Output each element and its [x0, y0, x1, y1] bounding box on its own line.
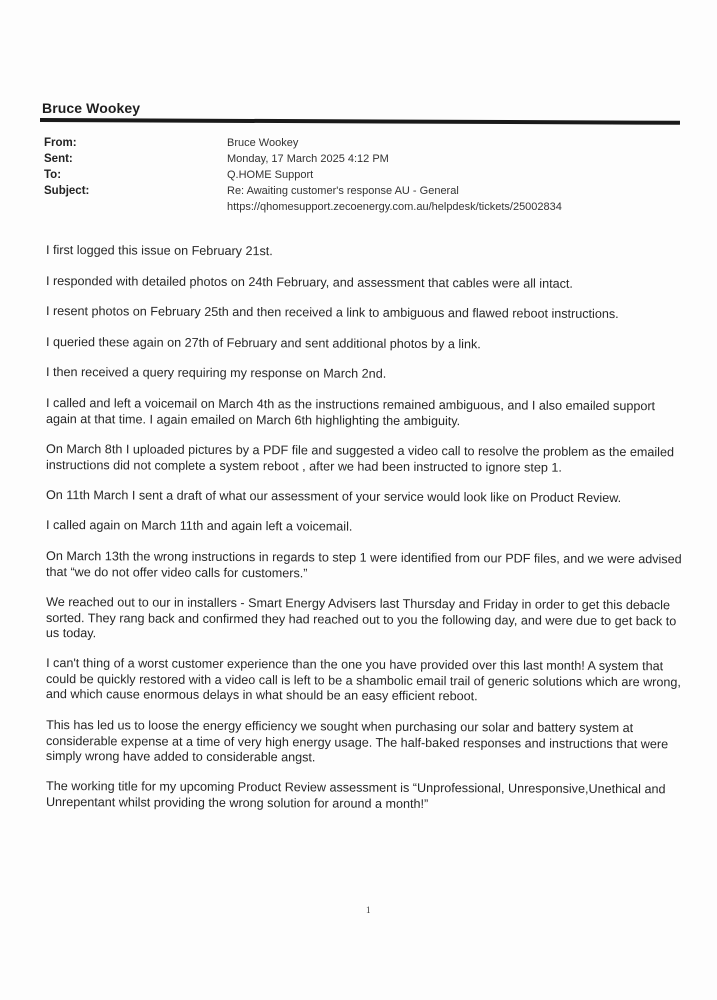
email-body [46, 243, 686, 825]
paragraph: On March 13th the wrong instructions in regards to step 1 were identified from our PDF files, and we were advised that “we do not offer video calls for customers.” [45, 548, 682, 580]
paragraph: The working title for my upcoming Product Review assessment is “Unprofessional, Unresponsive,Unethical and Unrepentant whilst providing the wrong solution for around a month!” [45, 779, 666, 811]
paragraph: This has led us to loose the energy efficiency we sought when purchasing our solar and battery system at considerable expense at a time of very high energy usage. The half-baked responses and instructions that were simply wrong have added to considerable angst. [45, 717, 669, 764]
sent-row [44, 151, 664, 167]
paragraph: We reached out to our in installers - Smart Energy Advisers last Thursday and Friday in order to get this debacle sorted. They rang back and confirmed they had reached out to you the following day, and were due to get back to us today. [45, 594, 677, 640]
sent-label: Sent: [44, 153, 73, 165]
subject-value: Re: Awaiting customer's response AU - General [227, 185, 459, 197]
from-row [44, 135, 664, 151]
subject-row [44, 183, 664, 199]
subject-url-row [44, 199, 664, 215]
email-metadata [44, 135, 664, 215]
paragraph: I called and left a voicemail on March 4th as the instructions remained ambiguous, and I also emailed support again at that time. I again emailed on March 6th highlighting the ambiguity. [45, 395, 656, 428]
sender-name-heading: Bruce Wookey [42, 100, 141, 116]
from-value: Bruce Wookey [227, 137, 299, 149]
subject-label: Subject: [44, 185, 90, 197]
to-label: To: [44, 169, 62, 181]
paragraph: I can't thing of a worst customer experience than the one you have provided over this last month! A system that could be quickly restored with a video call is left to be a shambolic email trail of generic solutions which are wrong, and which cause enormous delays in what should be an easy efficient reboot. [45, 656, 681, 704]
paragraph: On March 8th I uploaded pictures by a PDF file and suggested a video call to resolve the problem as the emailed instructions did not complete a system reboot , after we had been instructed to ignore step 1. [45, 441, 675, 474]
from-label: From: [44, 137, 77, 149]
header-divider [40, 118, 680, 125]
to-value: Q.HOME Support [227, 169, 314, 181]
sent-value: Monday, 17 March 2025 4:12 PM [227, 153, 389, 165]
paragraph: I responded with detailed photos on 24th February, and assessment that cables were all intact. [45, 273, 573, 291]
paragraph: I then received a query requiring my response on March 2nd. [45, 365, 387, 381]
paragraph: On 11th March I sent a draft of what our assessment of your service would look like on Product Review. [45, 487, 622, 505]
paragraph: I called again on March 11th and again left a voicemail. [45, 518, 353, 534]
page-number: 1 [366, 905, 371, 915]
paragraph: I first logged this issue on February 21st. [45, 243, 273, 259]
paragraph: I queried these again on 27th of February and sent additional photos by a link. [45, 334, 481, 351]
paragraph: I resent photos on February 25th and then received a link to ambiguous and flawed reboot instructions. [45, 304, 619, 321]
ticket-url: https://qhomesupport.zecoenergy.com.au/helpdesk/tickets/25002834 [227, 201, 562, 213]
to-row [44, 167, 664, 183]
